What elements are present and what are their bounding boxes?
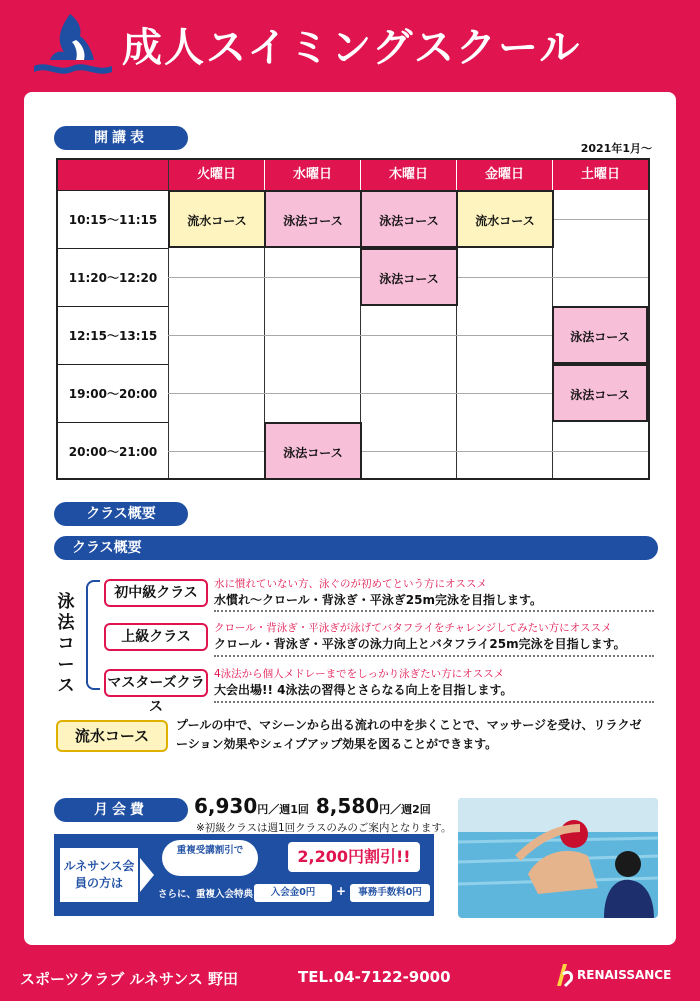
course-cell: 流水コース — [456, 190, 554, 248]
renaissance-mark-icon — [553, 960, 575, 988]
grid-line — [168, 451, 648, 452]
price-unit-twice: 円／週2回 — [379, 803, 431, 816]
page-title: 成人スイミングスクール — [122, 25, 582, 71]
club-name: スポーツクラブ ルネサンス 野田 — [20, 970, 239, 988]
course-cell: 泳法コース — [552, 364, 648, 422]
promo-member-label: ルネサンス会員の方は — [60, 848, 138, 902]
content-panel — [24, 92, 676, 945]
level-bracket — [86, 580, 100, 690]
brand-name: RENAISSANCE — [577, 968, 672, 982]
overview-bar: クラス概要 — [54, 536, 658, 560]
level-description: クロール・背泳ぎ・平泳ぎの泳力向上とバタフライ25m完泳を目指します。 — [214, 637, 626, 651]
swimmers-photo — [458, 798, 658, 918]
promo-banner — [54, 834, 434, 916]
time-slot: 11:20～12:20 — [58, 248, 168, 306]
promo-admin-fee: 事務手数料0円 — [350, 884, 430, 902]
level-recommendation: クロール・背泳ぎ・平泳ぎが泳げてバタフライをチャレンジしてみたい方にオススメ — [214, 622, 612, 634]
level-recommendation: 水に慣れていない方、泳ぐのが初めてという方にオススメ — [214, 578, 487, 590]
level-name: 初中級クラス — [104, 579, 208, 607]
time-slot: 12:15～13:15 — [58, 306, 168, 364]
promo-entry-fee: 入会金0円 — [254, 884, 332, 902]
level-name: マスターズクラス — [104, 669, 208, 697]
overview-section-label: クラス概要 — [54, 502, 188, 526]
level-description: 大会出場!! 4泳法の習得とさらなる向上を目指します。 — [214, 683, 513, 697]
swimmer-logo-icon — [30, 10, 116, 82]
time-slot: 19:00～20:00 — [58, 364, 168, 422]
course-cell: 泳法コース — [360, 248, 458, 306]
schedule-date-note: 2021年1月～ — [580, 142, 652, 155]
flow-course-description: プールの中で、マシーンから出る流れの中を歩くことで、マッサージを受け、リラクゼーション効果やシェイプアップ効果を図ることができます。 — [176, 718, 642, 751]
dotted-divider — [214, 610, 654, 612]
schedule-section-label: 開講表 — [54, 126, 188, 150]
phone-number: TEL.04-7122-9000 — [298, 968, 451, 986]
course-cell: 流水コース — [168, 190, 266, 248]
price-unit-once: 円／週1回 — [257, 803, 309, 816]
promo-discount-amount: 2,200円割引!! — [288, 842, 420, 872]
day-header-wed: 水曜日 — [264, 160, 360, 190]
day-header-sat: 土曜日 — [552, 160, 648, 190]
course-cell: 泳法コース — [360, 190, 458, 248]
dotted-divider — [214, 655, 654, 657]
time-slot: 10:15～11:15 — [58, 190, 168, 248]
price-note: ※初級クラスは週1回クラスのみのご案内となります。 — [196, 822, 452, 834]
time-slot: 20:00～21:00 — [58, 422, 168, 480]
day-header-fri: 金曜日 — [456, 160, 552, 190]
level-name: 上級クラス — [104, 623, 208, 651]
promo-extra-benefit: さらに、重複入会特典 — [158, 889, 254, 900]
price-weekly-once: 6,930 — [194, 794, 258, 818]
fee-section-label: 月会費 — [54, 798, 188, 822]
dotted-divider — [214, 701, 654, 703]
level-recommendation: 4泳法から個人メドレーまでをしっかり泳ぎたい方にオススメ — [214, 668, 505, 680]
price-line — [194, 794, 431, 818]
day-header-thu: 木曜日 — [360, 160, 456, 190]
swim-course-vertical-label: 泳法コース — [57, 592, 75, 696]
course-cell: 泳法コース — [264, 422, 362, 480]
promo-discount-type: 重複受講割引で — [162, 840, 258, 876]
day-header-tue: 火曜日 — [168, 160, 264, 190]
course-cell: 泳法コース — [264, 190, 362, 248]
schedule-header-row — [58, 160, 648, 190]
flow-course-label: 流水コース — [56, 720, 168, 752]
price-weekly-twice: 8,580 — [315, 794, 380, 818]
schedule-table — [56, 158, 650, 480]
arrow-right-icon — [140, 858, 154, 892]
course-cell: 泳法コース — [552, 306, 648, 364]
level-description: 水慣れ～クロール・背泳ぎ・平泳ぎ25m完泳を目指します。 — [214, 593, 543, 607]
plus-icon: + — [336, 884, 347, 898]
